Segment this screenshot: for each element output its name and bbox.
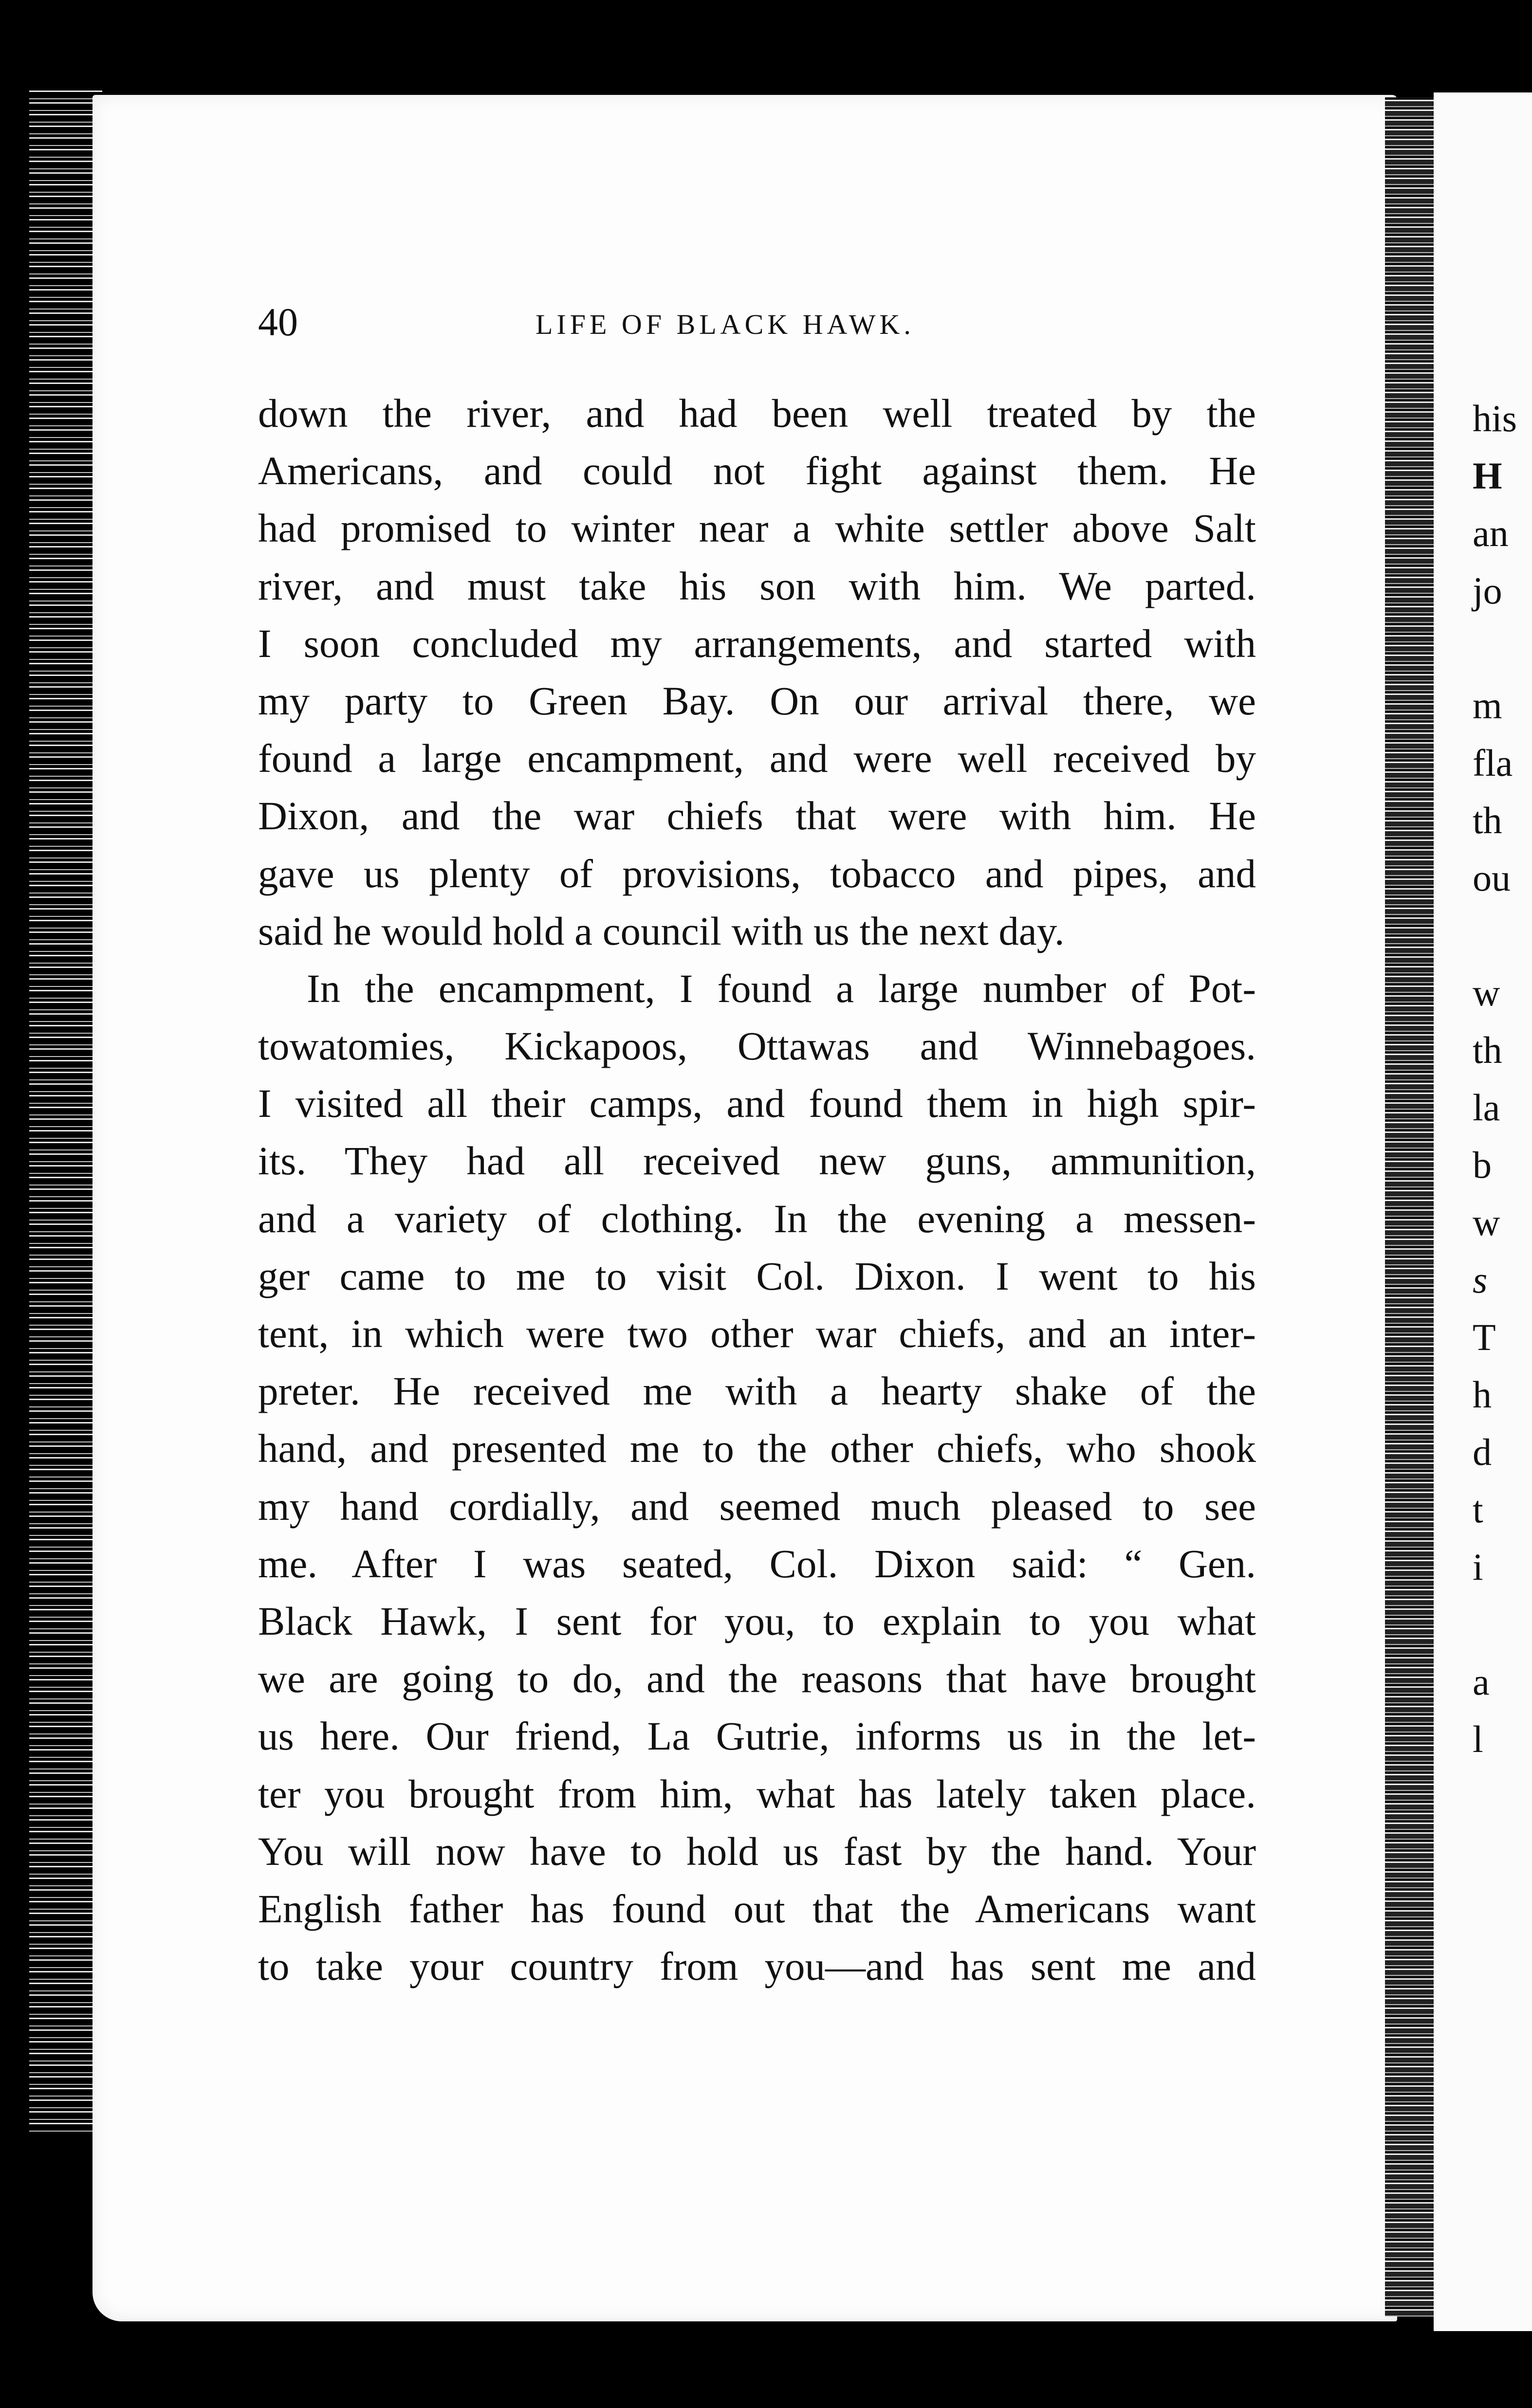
- text-line: and a variety of clothing. In the evening a messen-: [258, 1196, 1256, 1241]
- text-line: towatomies, Kickapoos, Ottawas and Winnebagoes.: [258, 1023, 1256, 1069]
- text-line: river, and must take his son with him. We parted.: [258, 563, 1256, 608]
- text-line: my hand cordially, and seemed much pleased to see: [258, 1483, 1256, 1529]
- adjacent-page-fragment: jo: [1473, 569, 1502, 612]
- adjacent-page-fragment: T: [1473, 1316, 1496, 1358]
- adjacent-page-fragment: th: [1473, 1029, 1502, 1071]
- text-line: found a large encampment, and were well received by: [258, 736, 1256, 781]
- adjacent-page-fragment: s: [1473, 1259, 1488, 1301]
- text-line: Dixon, and the war chiefs that were with him. He: [258, 793, 1256, 839]
- adjacent-page-fragment: m: [1473, 684, 1502, 727]
- text-line: us here. Our friend, La Gutrie, informs us in the let-: [258, 1714, 1256, 1759]
- text-line: tent, in which were two other war chiefs, and an inter-: [258, 1311, 1256, 1356]
- text-line: Black Hawk, I sent for you, to explain to you what: [258, 1598, 1256, 1643]
- left-binding-edge: [29, 88, 102, 2132]
- running-title: LIFE OF BLACK HAWK.: [535, 309, 915, 340]
- text-line: Americans, and could not fight against them. He: [258, 448, 1256, 493]
- adjacent-page-fragment: la: [1473, 1086, 1500, 1129]
- text-line: In the encampment, I found a large number of Pot-: [307, 966, 1256, 1011]
- text-line: preter. He received me with a hearty shake of the: [258, 1368, 1256, 1414]
- text-line: its. They had all received new guns, ammunition,: [258, 1138, 1256, 1184]
- adjacent-page-fragment: his: [1473, 397, 1517, 439]
- text-line: my party to Green Bay. On our arrival there, we: [258, 678, 1256, 723]
- adjacent-page-fragment: l: [1473, 1718, 1483, 1760]
- text-line: I visited all their camps, and found them in high spir-: [258, 1081, 1256, 1126]
- text-line: You will now have to hold us fast by the hand. Your: [258, 1828, 1256, 1874]
- text-line: English father has found out that the Americans want: [258, 1886, 1256, 1931]
- adjacent-page: [1434, 92, 1532, 2331]
- text-line: said he would hold a council with us the next day.: [258, 908, 1065, 953]
- adjacent-page-fragment: ou: [1473, 857, 1511, 899]
- text-line: we are going to do, and the reasons that have brought: [258, 1656, 1256, 1701]
- text-line: hand, and presented me to the other chiefs, who shook: [258, 1426, 1256, 1471]
- adjacent-page-fragment: fla: [1473, 742, 1513, 784]
- adjacent-page-fragment: h: [1473, 1373, 1492, 1416]
- adjacent-page-fragment: H: [1473, 455, 1502, 497]
- text-line: I soon concluded my arrangements, and started with: [258, 620, 1256, 666]
- adjacent-page-fragment: d: [1473, 1431, 1492, 1473]
- body-text: [258, 384, 1256, 1995]
- text-line: down the river, and had been well treated by the: [258, 391, 1256, 436]
- text-line: gave us plenty of provisions, tobacco and pipes, and: [258, 851, 1256, 896]
- text-line: ger came to me to visit Col. Dixon. I went to his: [258, 1253, 1256, 1298]
- adjacent-page-fragment: b: [1473, 1144, 1492, 1186]
- adjacent-page-fragment: w: [1473, 971, 1500, 1014]
- adjacent-page-fragment: i: [1473, 1546, 1483, 1588]
- adjacent-page-fragment: th: [1473, 799, 1502, 841]
- adjacent-page-fragment: t: [1473, 1488, 1483, 1531]
- text-line: had promised to winter near a white settler above Salt: [258, 506, 1256, 551]
- adjacent-page-fragment: w: [1473, 1201, 1500, 1243]
- text-line: me. After I was seated, Col. Dixon said: “ Gen.: [258, 1541, 1256, 1586]
- page-header: [258, 299, 1256, 343]
- adjacent-page-fragment: an: [1473, 512, 1509, 554]
- text-line: ter you brought from him, what has lately taken place.: [258, 1771, 1256, 1816]
- text-line: to take your country from you—and has sent me and: [258, 1944, 1256, 1989]
- page-number: 40: [258, 300, 298, 344]
- adjacent-page-fragment: a: [1473, 1660, 1490, 1703]
- page-gutter-shadow: [1385, 97, 1434, 2317]
